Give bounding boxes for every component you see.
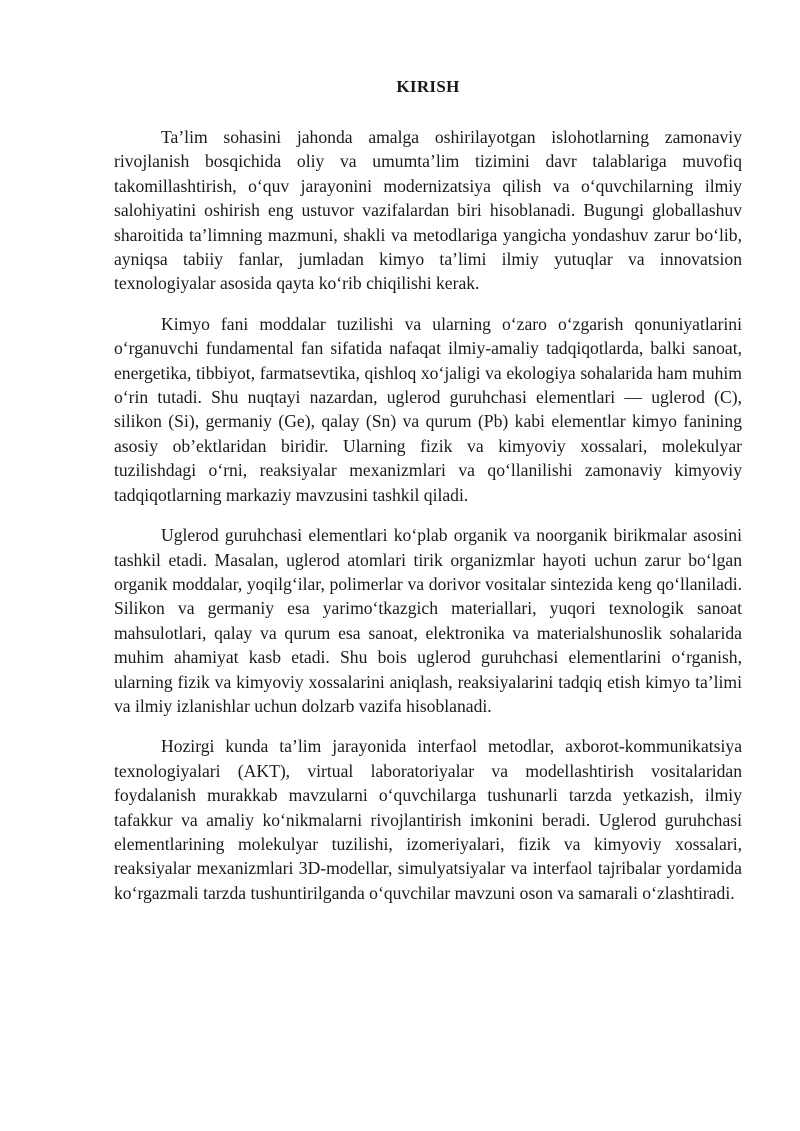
paragraph-3: Uglerod guruhchasi elementlari ko‘plab organik va noorganik birikmalar asosini tashkil etadi. Masalan, uglerod atomlari tirik organizmlar hayoti uchun zarur bo‘lgan organik moddalar, yoqilg‘ilar, polimerlar va dorivor vositalar sintezida keng qo‘llaniladi. Silikon va germaniy esa yarimo‘tkazgich materiallari, yuqori texnologik sanoat mahsulotlari, qalay va qurum esa sanoat, elektronika va materialshunoslik sohalarida muhim ahamiyat kasb etadi. Shu bois uglerod guruhchasi elementlarini o‘rganish, ularning fizik va kimyoviy xossalarini aniqlash, reaksiyalarini tadqiq etish kimyo ta’limi va ilmiy izlanishlar uchun dolzarb vazifa hisoblanadi. [114, 525, 742, 716]
section-title: KIRISH [396, 77, 460, 96]
paragraph-1: Ta’lim sohasini jahonda amalga oshirilayotgan islohotlarning zamonaviy rivojlanish bosqichida oliy va umumta’lim tizimini davr talablariga muvofiq takomillashtirish, o‘quv jarayonini modernizatsiya qilish va o‘quvchilarning ilmiy salohiyatini oshirish eng ustuvor vazifalardan biri hisoblanadi. Bugungi globallashuv sharoitida ta’limning mazmuni, shakli va metodlariga yangicha yondashuv zarur bo‘lib, ayniqsa tabiiy fanlar, jumladan kimyo ta’limi ilmiy yutuqlar va innovatsion texnologiyalar asosida qayta ko‘rib chiqilishi kerak. [114, 127, 742, 294]
paragraph-2: Kimyo fani moddalar tuzilishi va ularning o‘zaro o‘zgarish qonuniyatlarini o‘rganuvchi fundamental fan sifatida nafaqat ilmiy-amaliy tadqiqotlarda, balki sanoat, energetika, tibbiyot, farmatsevtika, qishloq xo‘jaligi va ekologiya sohalarida ham muhim o‘rin tutadi. Shu nuqtayi nazardan, uglerod guruhchasi elementlari — uglerod (C), silikon (Si), germaniy (Ge), qalay (Sn) va qurum (Pb) kabi elementlar kimyo fanining asosiy ob’ektlaridan biridir. Ularning fizik va kimyoviy xossalari, molekulyar tuzilishdagi o‘rni, reaksiyalar mexanizmlari va qo‘llanilishi zamonaviy kimyoviy tadqiqotlarning markaziy mavzusini tashkil qiladi. [114, 313, 742, 505]
paragraph-4: Hozirgi kunda ta’lim jarayonida interfaol metodlar, axborot-kommunikatsiya texnologiyalari (AKT), virtual laboratoriyalar va modellashtirish vositalaridan foydalanish murakkab mavzularni o‘quvchilarga tushunarli tarzda yetkazish, ilmiy tafakkur va amaliy ko‘nikmalarni rivojlantirish imkonini beradi. Uglerod guruhchasi elementlarining molekulyar tuzilishi, izomeriyalari, fizik va kimyoviy xossalari, reaksiyalar mexanizmlari 3D-modellar, simulyatsiyalar va interfaol tajribalar yordamida ko‘rgazmali tarzda tushuntirilganda o‘quvchilar mavzuni oson va samarali o‘zlashtiradi. [114, 736, 742, 903]
